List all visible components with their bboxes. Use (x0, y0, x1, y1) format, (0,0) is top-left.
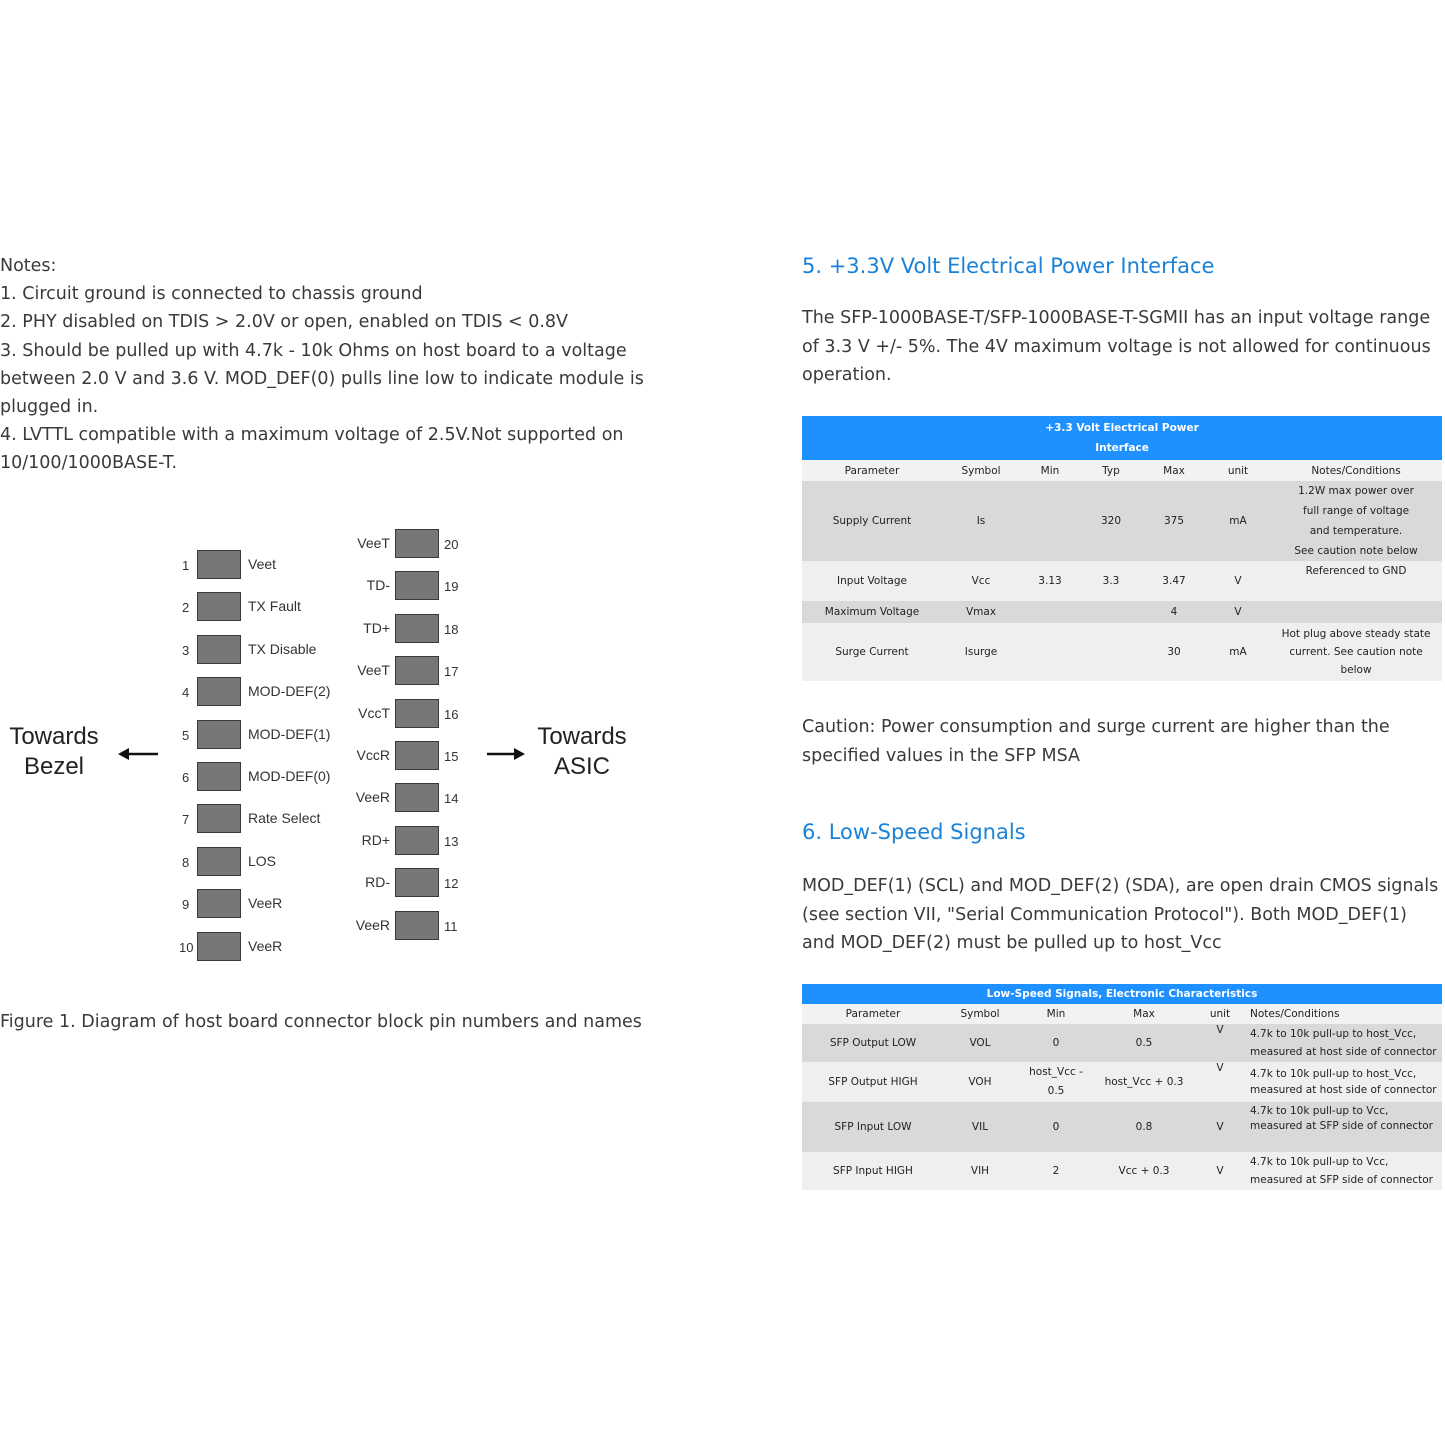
notes-line: 1. Circuit ground is connected to chassis ground (0, 284, 423, 305)
pin-contact (197, 635, 241, 664)
header-cell: Max (1096, 1004, 1192, 1024)
pin-label: MOD-DEF(0) (248, 768, 331, 784)
pin-label: TD+ (363, 619, 390, 636)
pin-label: TX Fault (248, 598, 301, 615)
pin-number: 6 (182, 770, 190, 785)
pin-contact (395, 911, 439, 940)
header-cell: Symbol (944, 1004, 1016, 1024)
pin-number: 14 (444, 791, 459, 807)
pin-label: VeeR (248, 937, 283, 954)
pin-contact (197, 932, 241, 961)
pin-contact (197, 889, 241, 918)
notes-line: between 2.0 V and 3.6 V. MOD_DEF(0) pulls line low to indicate module is (0, 368, 644, 389)
section6-heading: 6. Low-Speed Signals (802, 820, 1026, 844)
pin-label: VccR (356, 747, 390, 763)
pin-number: 17 (444, 664, 459, 680)
arrow-right-icon (485, 746, 527, 762)
header-cell: Min (1016, 1004, 1096, 1024)
table-row: SFP Input LOW VIL 0 0.8 V 4.7k to 10k pull-up to Vcc, measured at SFP side of connector (802, 1102, 1442, 1152)
pin-label: MOD-DEF(2) (248, 683, 331, 700)
pin-number: 16 (444, 706, 459, 722)
pin-label: MOD-DEF(1) (248, 725, 331, 742)
table-row: SFP Input HIGH VIH 2 Vcc + 0.3 V 4.7k to 10k pull-up to Vcc, measured at SFP side of connector (802, 1152, 1442, 1190)
pin-contact (197, 847, 241, 876)
table-row: Input Voltage Vcc 3.13 3.3 3.47 V Referenced to GND (802, 561, 1442, 601)
pin-contact (197, 762, 241, 791)
header-cell: Notes/Conditions (1248, 1004, 1442, 1024)
arrow-left-icon (118, 746, 160, 762)
pin-label: Veet (248, 556, 277, 572)
header-cell: unit (1206, 460, 1270, 481)
section5-paragraph: The SFP-1000BASE-T/SFP-1000BASE-T-SGMII has an input voltage range of 3.3 V +/- 5%. The 4V maximum voltage is not allowed for continuous operation. (802, 308, 1431, 385)
pin-label: VeeR (355, 789, 390, 806)
pin-number: 3 (182, 642, 190, 658)
header-cell: Max (1142, 460, 1206, 481)
pin-label: RD- (365, 874, 390, 891)
pin-label: VeeR (355, 916, 390, 933)
pin-label: VeeT (357, 535, 390, 551)
pin-contact (197, 804, 241, 833)
table-header-row (802, 460, 1442, 481)
low-speed-table-title: Low-Speed Signals, Electronic Characteristics (802, 984, 1442, 1004)
pin-contact (395, 614, 439, 643)
header-cell: Min (1020, 460, 1080, 481)
header-cell: Parameter (802, 1004, 944, 1024)
pin-label: Rate Select (248, 810, 321, 827)
pin-number: 1 (182, 558, 190, 573)
notes-line: 3. Should be pulled up with 4.7k - 10k Ohms on host board to a voltage (0, 340, 627, 361)
pin-number: 15 (444, 749, 459, 764)
pin-label: VeeT (357, 662, 390, 679)
header-cell: unit (1192, 1004, 1248, 1024)
notes-line: 2. PHY disabled on TDIS > 2.0V or open, enabled on TDIS < 0.8V (0, 312, 569, 333)
pin-label: VccT (358, 704, 390, 721)
power-interface-table (802, 416, 1442, 681)
pin-contact (197, 592, 241, 621)
pin-label: RD+ (361, 831, 390, 848)
section6-paragraph: MOD_DEF(1) (SCL) and MOD_DEF(2) (SDA), are open drain CMOS signals (see section VII, "Serial Communication Protocol"). Both MOD_DEF(1) and MOD_DEF(2) must be pulled up to host_Vcc (802, 876, 1439, 953)
table-row: Supply Current Is 320 375 mA 1.2W max power over full range of voltage and temperature. See caution note below (802, 481, 1442, 561)
caution-text: Caution: Power consumption and surge current are higher than the specified values in the SFP MSA (802, 717, 1390, 766)
figure-caption: Figure 1. Diagram of host board connector block pin numbers and names (0, 1012, 642, 1032)
section5-heading: 5. +3.3V Volt Electrical Power Interface (802, 254, 1215, 278)
table-row: Maximum Voltage Vmax 4 V (802, 601, 1442, 623)
pin-label: TD- (366, 577, 390, 594)
pin-number: 5 (182, 727, 190, 743)
towards-bezel-label: Towards Bezel (9, 723, 99, 780)
low-speed-signals-table (802, 984, 1442, 1190)
pin-label: VeeR (248, 895, 283, 912)
table-row: SFP Output LOW VOL 0 0.5 V 4.7k to 10k pull-up to host_Vcc, measured at host side of connector (802, 1024, 1442, 1062)
pin-number: 11 (444, 918, 458, 934)
pin-diagram (0, 520, 660, 970)
pin-number: 19 (444, 579, 459, 595)
pin-contact (197, 550, 241, 579)
pin-contact (197, 677, 241, 706)
header-cell: Typ (1080, 460, 1142, 481)
pin-number: 7 (182, 812, 190, 828)
pin-contact (395, 699, 439, 728)
pin-contact (395, 826, 439, 855)
table-row: Surge Current Isurge 30 mA Hot plug above steady state current. See caution note below (802, 623, 1442, 681)
header-cell: Symbol (942, 460, 1020, 481)
pin-number: 9 (182, 897, 190, 913)
pin-number: 20 (444, 537, 459, 552)
notes-line: plugged in. (0, 397, 99, 418)
table-header-row (802, 1004, 1442, 1024)
towards-asic-label: Towards ASIC (537, 723, 627, 780)
pin-contact (395, 571, 439, 600)
pin-contact (395, 783, 439, 812)
notes-block (0, 252, 650, 478)
pin-number: 8 (182, 854, 190, 870)
pin-number: 4 (182, 685, 190, 701)
header-cell: Parameter (802, 460, 942, 481)
power-table-title: +3.3 Volt Electrical Power Interface (802, 416, 1442, 460)
pin-contact (395, 529, 439, 558)
pin-number: 12 (444, 876, 459, 892)
pin-contact (395, 741, 439, 770)
pin-number: 2 (182, 600, 190, 616)
pin-label: LOS (248, 852, 277, 869)
pin-number: 10 (179, 939, 194, 955)
notes-line: 10/100/1000BASE-T. (0, 453, 178, 474)
pin-contact (395, 868, 439, 897)
pin-number: 18 (444, 621, 459, 637)
pin-contact (395, 656, 439, 685)
table-row: SFP Output HIGH VOH host_Vcc - 0.5 host_Vcc + 0.3 V 4.7k to 10k pull-up to host_Vcc, measured at host side of connector (802, 1062, 1442, 1102)
pin-number: 13 (444, 833, 459, 849)
header-cell: Notes/Conditions (1270, 460, 1442, 481)
notes-line: 4. LVTTL compatible with a maximum voltage of 2.5V.Not supported on (0, 425, 624, 446)
notes-title: Notes: (0, 256, 57, 276)
pin-label: TX Disable (248, 640, 317, 657)
pin-contact (197, 720, 241, 749)
